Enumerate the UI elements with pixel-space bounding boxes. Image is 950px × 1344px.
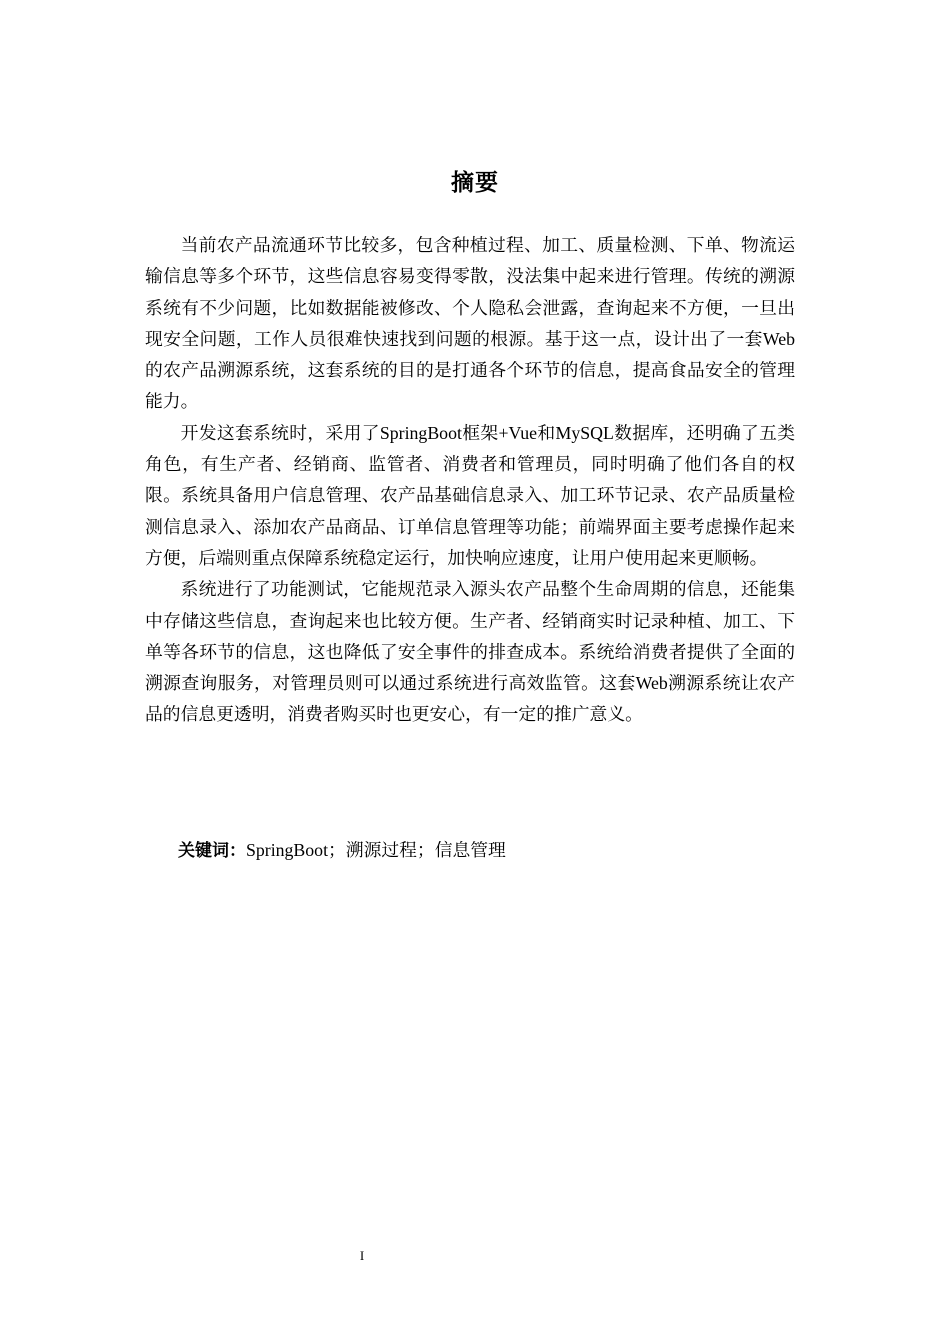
page-number: I — [359, 1248, 365, 1263]
abstract-body — [145, 230, 795, 731]
abstract-title: 摘要 — [451, 170, 499, 196]
keywords-value: SpringBoot；溯源过程；信息管理 — [246, 840, 506, 860]
abstract-paragraph-2: 开发这套系统时，采用了SpringBoot框架+Vue和MySQL数据库，还明确了五类角色，有生产者、经销商、监管者、消费者和管理员，同时明确了他们各自的权限。系统具备用户信息管理、农产品基础信息录入、加工环节记录、农产品质量检测信息录入、添加农产品商品、订单信息管理等功能；前端界面主要考虑操作起来方便，后端则重点保障系统稳定运行，加快响应速度，让用户使用起来更顺畅。 — [145, 422, 795, 568]
keywords-label: 关键词： — [178, 841, 246, 861]
abstract-paragraph-3: 系统进行了功能测试，它能规范录入源头农产品整个生命周期的信息，还能集中存储这些信息，查询起来也比较方便。生产者、经销商实时记录种植、加工、下单等各环节的信息，这也降低了安全事件的排查成本。系统给消费者提供了全面的溯源查询服务，对管理员则可以通过系统进行高效监管。这套Web溯源系统让农产品的信息更透明，消费者购买时也更安心，有一定的推广意义。 — [145, 579, 795, 725]
abstract-paragraph-1: 当前农产品流通环节比较多，包含种植过程、加工、质量检测、下单、物流运输信息等多个环节，这些信息容易变得零散，没法集中起来进行管理。传统的溯源系统有不少问题，比如数据能被修改、个人隐私会泄露，查询起来不方便，一旦出现安全问题，工作人员很难快速找到问题的根源。基于这一点，设计出了一套Web的农产品溯源系统，这套系统的目的是打通各个环节的信息，提高食品安全的管理能力。 — [145, 235, 795, 412]
keywords-line — [178, 835, 506, 867]
